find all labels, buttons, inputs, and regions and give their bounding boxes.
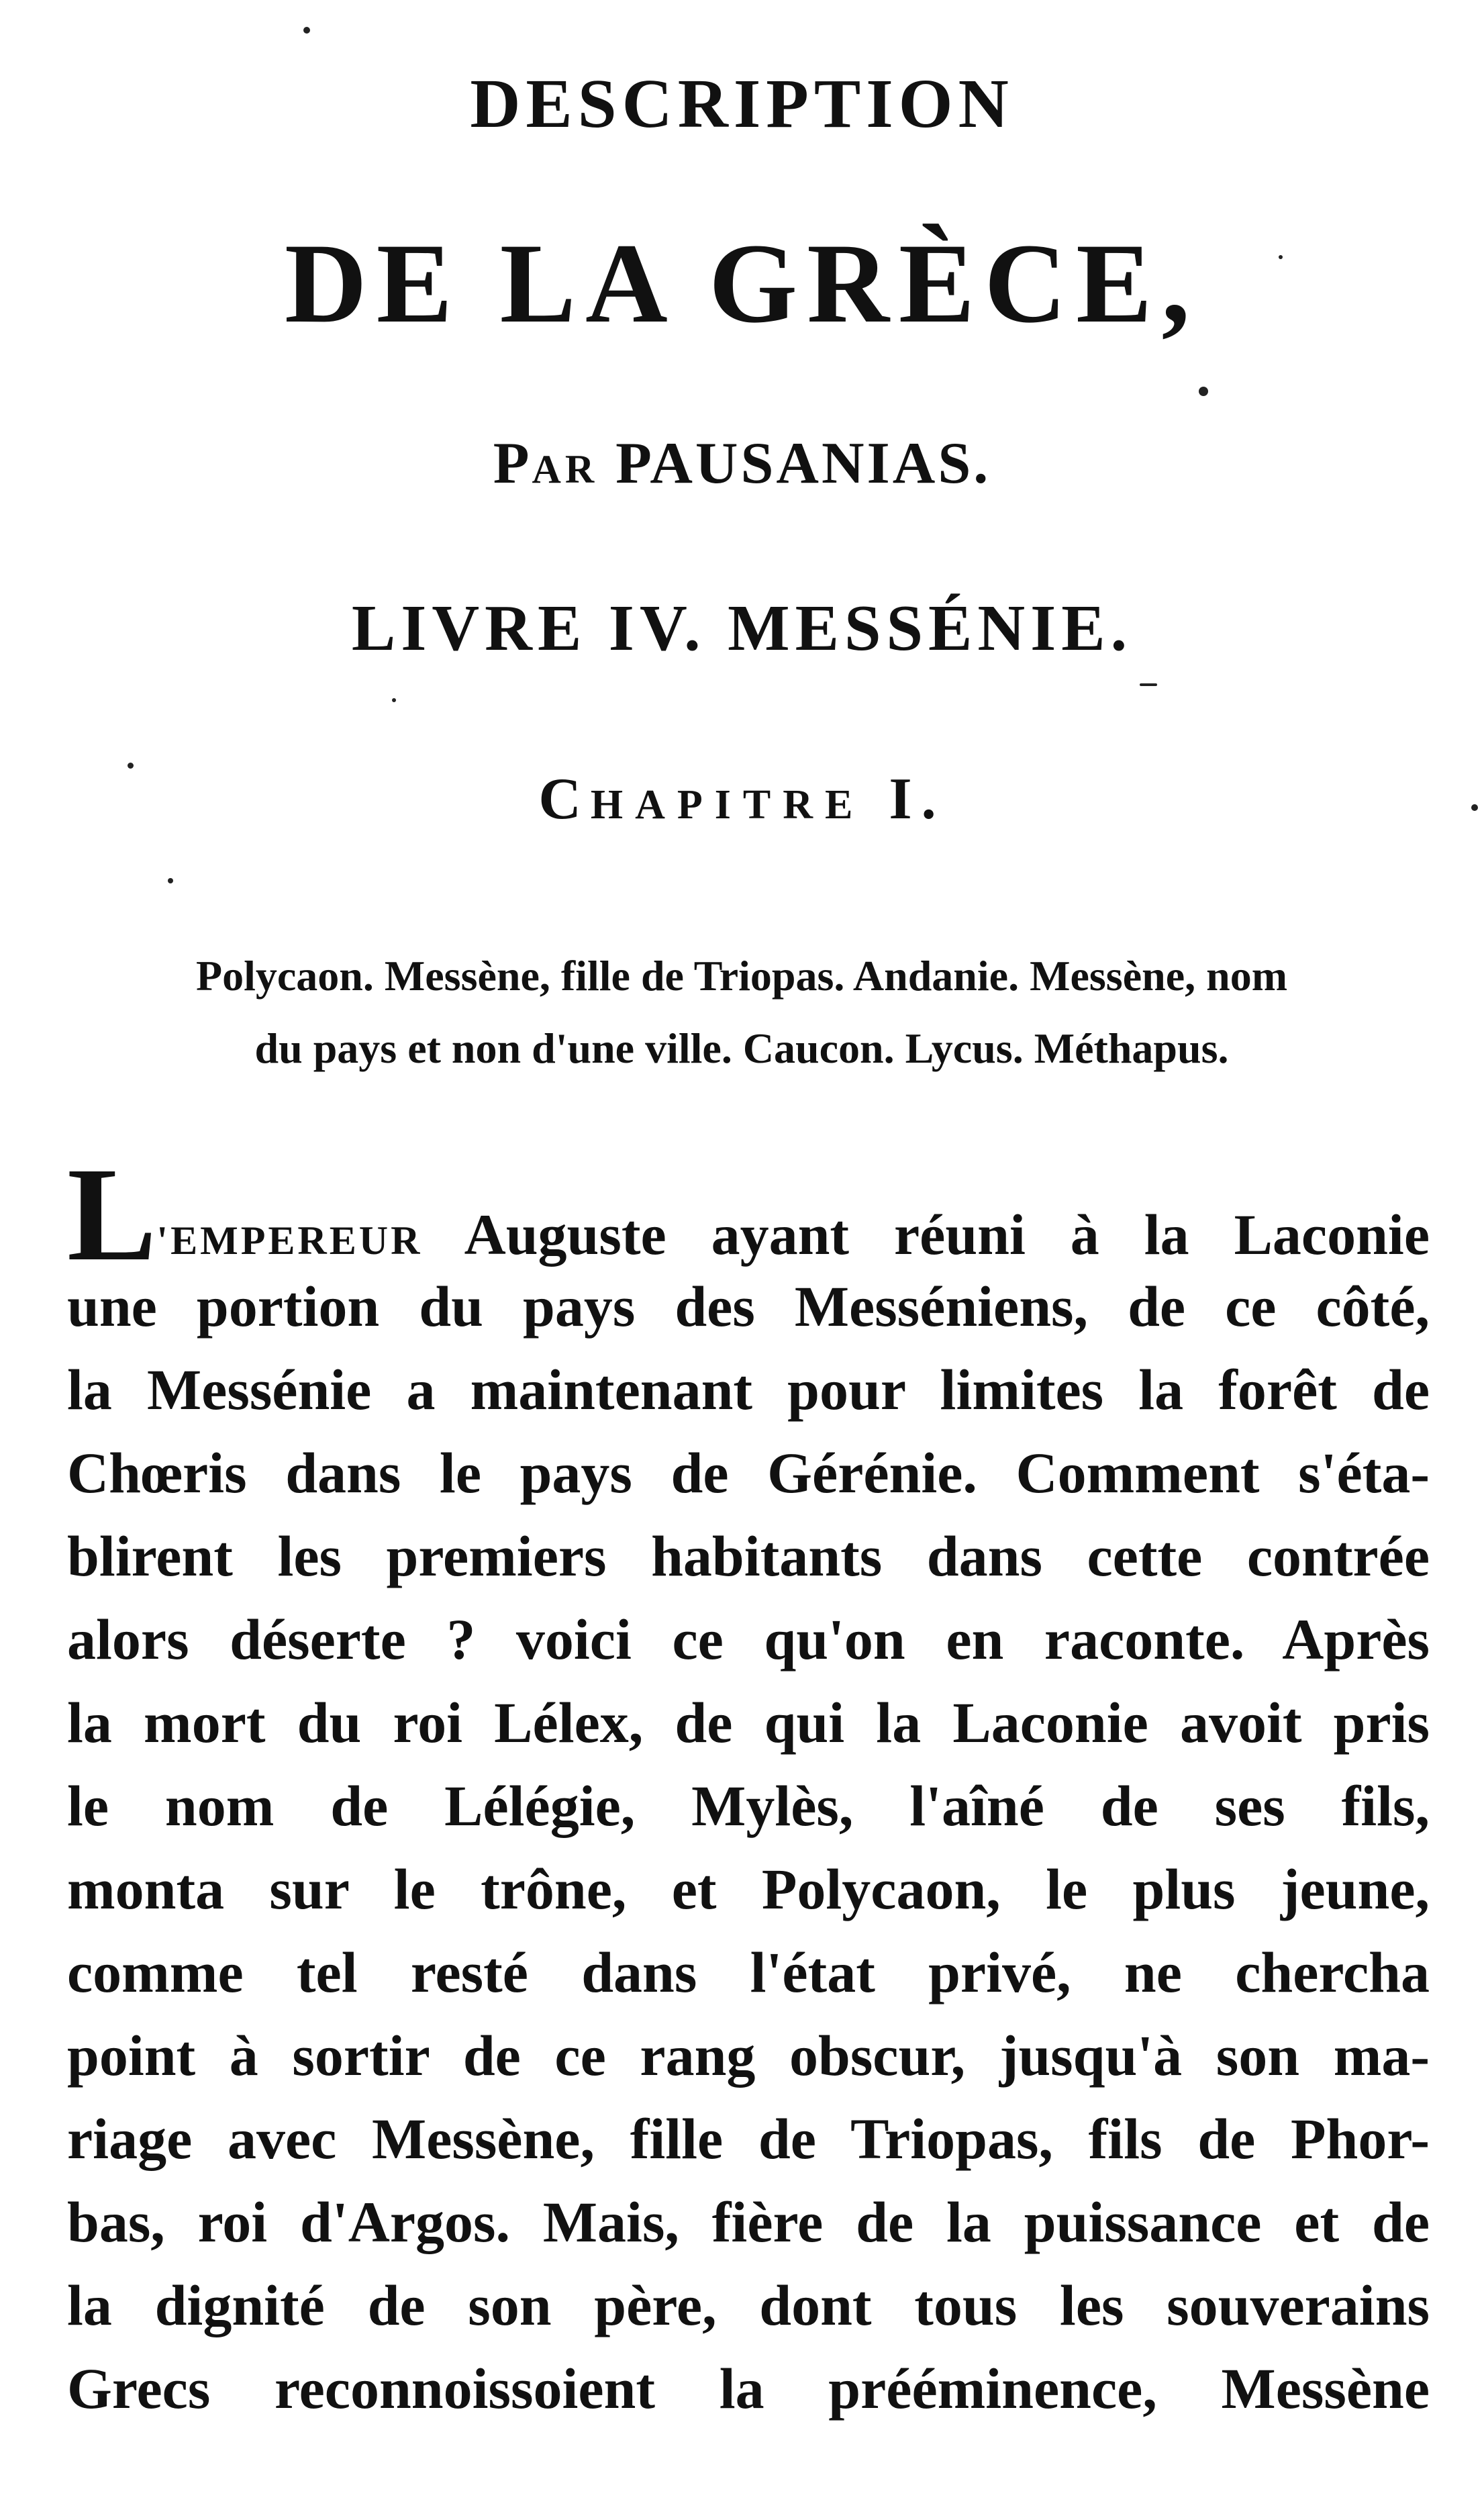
- body-line: la dignité de son père, dont tous les souverains: [67, 2273, 1430, 2337]
- book-heading: LIVRE IV. MESSÉNIE.: [351, 592, 1133, 665]
- title-line-2: DE LA GRÈCE,: [285, 220, 1199, 346]
- body-line: une portion du pays des Messéniens, de ce côté,: [67, 1274, 1430, 1339]
- scan-speck: [168, 878, 173, 883]
- chapter-summary: [60, 940, 1423, 1085]
- author-name: PAUSANIAS.: [615, 431, 991, 496]
- body-line: la mort du roi Lélex, de qui la Laconie avoit pris: [67, 1690, 1430, 1755]
- first-line-rest: Auguste ayant réuni à la Laconie: [422, 1202, 1430, 1267]
- body-text: [67, 1141, 1430, 2430]
- drop-cap: L: [67, 1141, 157, 1289]
- scan-speck: [1471, 804, 1478, 811]
- scan-speck: [1279, 255, 1283, 259]
- summary-line: Polycaon. Messène, fille de Triopas. Andanie. Messène, nom: [195, 952, 1288, 1000]
- body-line: riage avec Messène, fille de Triopas, fils de Phor-: [67, 2107, 1430, 2171]
- author-prefix-initial: P: [493, 431, 532, 496]
- body-line: Chœris dans le pays de Gérénie. Comment s'éta-: [67, 1441, 1430, 1505]
- author-line: [0, 430, 1484, 497]
- body-line: point à sortir de ce rang obscur, jusqu'à son ma-: [67, 2023, 1430, 2088]
- scan-speck: [1140, 683, 1157, 686]
- chapter-number: I.: [889, 767, 946, 832]
- body-line: la Messénie a maintenant pour limites la forêt de: [67, 1357, 1430, 1422]
- summary-line: du pays et non d'une ville. Caucon. Lycus. Méthapus.: [254, 1024, 1229, 1072]
- scan-speck: [128, 763, 134, 769]
- scan-speck: [1199, 387, 1208, 396]
- body-line: alors déserte ? voici ce qu'on en raconte. Après: [67, 1607, 1430, 1672]
- scan-speck: [392, 698, 396, 702]
- first-word-small-caps: 'EMPEREUR: [156, 1218, 423, 1263]
- body-line: Grecs reconnoissoient la prééminence, Messène: [67, 2356, 1430, 2421]
- body-line: blirent les premiers habitants dans cette contrée: [67, 1524, 1430, 1588]
- body-line: comme tel resté dans l'état privé, ne chercha: [67, 1940, 1430, 2004]
- chapter-heading: [0, 765, 1484, 833]
- body-line-first: [67, 1141, 1430, 1289]
- body-line: bas, roi d'Argos. Mais, fière de la puissance et de: [67, 2190, 1430, 2254]
- body-line: monta sur le trône, et Polycaon, le plus jeune,: [67, 1857, 1430, 1921]
- chapter-initial: C: [538, 767, 591, 832]
- scan-speck: [303, 27, 310, 34]
- title-line-1: DESCRIPTION: [470, 65, 1014, 142]
- author-prefix-rest: AR: [532, 447, 599, 491]
- chapter-rest: HAPITRE: [590, 782, 865, 828]
- body-line: le nom de Lélégie, Mylès, l'aîné de ses fils,: [67, 1774, 1430, 1838]
